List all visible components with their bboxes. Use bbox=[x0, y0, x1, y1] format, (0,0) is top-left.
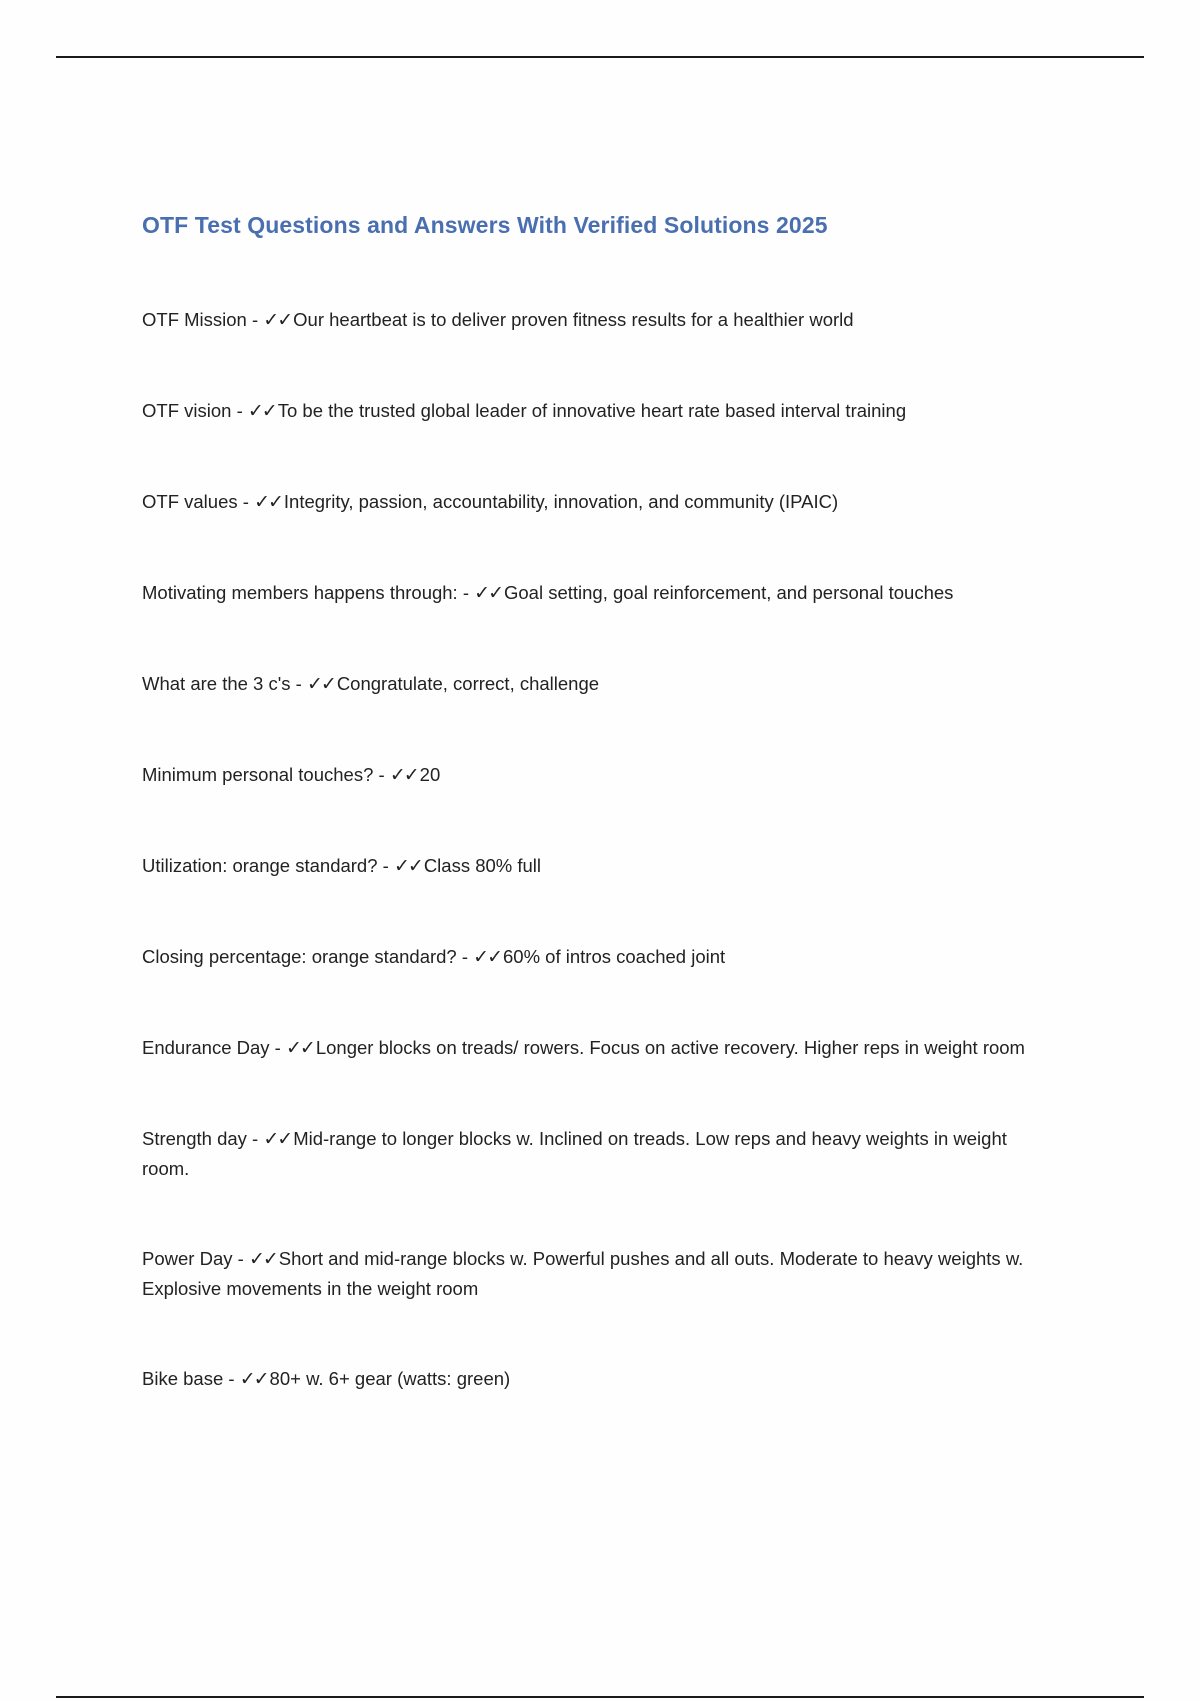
qa-item bbox=[142, 942, 1042, 972]
separator: - bbox=[232, 1248, 249, 1269]
question-text: Closing percentage: orange standard? bbox=[142, 946, 457, 967]
top-rule bbox=[56, 56, 1144, 58]
answer-text: 80+ w. 6+ gear (watts: green) bbox=[269, 1368, 511, 1389]
qa-item bbox=[142, 305, 1042, 335]
separator: - bbox=[456, 946, 474, 967]
question-text: Power Day bbox=[142, 1248, 233, 1269]
answer-text: Integrity, passion, accountability, innovation, and community (IPAIC) bbox=[283, 491, 839, 512]
answer-text: 20 bbox=[419, 764, 441, 785]
double-check-icon: ✓✓ bbox=[389, 764, 418, 786]
double-check-icon: ✓✓ bbox=[285, 1037, 314, 1059]
double-check-icon: ✓✓ bbox=[473, 946, 502, 968]
double-check-icon: ✓✓ bbox=[306, 673, 335, 695]
separator: - bbox=[246, 1128, 264, 1149]
answer-text: Mid-range to longer blocks w. Inclined on treads. Low reps and heavy weights in weight room. bbox=[142, 1128, 1007, 1179]
separator: - bbox=[290, 673, 307, 694]
separator: - bbox=[223, 1368, 240, 1389]
qa-item bbox=[142, 1244, 1042, 1303]
question-text: Bike base bbox=[142, 1368, 224, 1389]
qa-item bbox=[142, 851, 1042, 881]
qa-item bbox=[142, 396, 1042, 426]
separator: - bbox=[377, 855, 394, 876]
question-text: Utilization: orange standard? bbox=[142, 855, 378, 876]
separator: - bbox=[237, 491, 255, 512]
answer-text: Class 80% full bbox=[423, 855, 542, 876]
answer-text: Longer blocks on treads/ rowers. Focus on active recovery. Higher reps in weight room bbox=[315, 1037, 1025, 1058]
answer-text: Our heartbeat is to deliver proven fitness results for a healthier world bbox=[293, 309, 854, 330]
qa-item bbox=[142, 760, 1042, 790]
double-check-icon: ✓✓ bbox=[474, 582, 502, 604]
answer-text: Short and mid-range blocks w. Powerful pushes and all outs. Moderate to heavy weights w. Explosive movements in the weight room bbox=[142, 1248, 1024, 1299]
separator: - bbox=[246, 309, 264, 330]
question-text: OTF vision bbox=[142, 400, 232, 421]
double-check-icon: ✓✓ bbox=[263, 309, 292, 331]
qa-item bbox=[142, 1364, 1042, 1394]
qa-item bbox=[142, 487, 1042, 517]
separator: - bbox=[457, 582, 475, 603]
question-text: Motivating members happens through: bbox=[142, 582, 458, 603]
question-text: Strength day bbox=[142, 1128, 247, 1149]
question-text: What are the 3 c's bbox=[142, 673, 291, 694]
document-title: OTF Test Questions and Answers With Verified Solutions 2025 bbox=[142, 212, 828, 238]
separator: - bbox=[373, 764, 390, 785]
double-check-icon: ✓✓ bbox=[254, 491, 282, 513]
double-check-icon: ✓✓ bbox=[263, 1128, 292, 1150]
separator: - bbox=[269, 1037, 286, 1058]
double-check-icon: ✓✓ bbox=[248, 1248, 277, 1270]
qa-item bbox=[142, 669, 1042, 699]
separator: - bbox=[231, 400, 248, 421]
question-text: Minimum personal touches? bbox=[142, 764, 374, 785]
question-text: OTF values bbox=[142, 491, 238, 512]
qa-item bbox=[142, 578, 1042, 608]
answer-text: Goal setting, goal reinforcement, and personal touches bbox=[504, 582, 954, 603]
double-check-icon: ✓✓ bbox=[239, 1368, 268, 1390]
answer-text: To be the trusted global leader of innovative heart rate based interval training bbox=[277, 400, 907, 421]
qa-list bbox=[142, 305, 1042, 1394]
double-check-icon: ✓✓ bbox=[247, 400, 276, 422]
question-text: Endurance Day bbox=[142, 1037, 270, 1058]
answer-text: 60% of intros coached joint bbox=[503, 946, 726, 967]
bottom-rule bbox=[56, 1696, 1144, 1698]
double-check-icon: ✓✓ bbox=[393, 855, 422, 877]
document-body bbox=[142, 212, 1042, 1455]
answer-text: Congratulate, correct, challenge bbox=[336, 673, 600, 694]
question-text: OTF Mission bbox=[142, 309, 247, 330]
qa-item bbox=[142, 1033, 1042, 1063]
qa-item bbox=[142, 1124, 1042, 1183]
